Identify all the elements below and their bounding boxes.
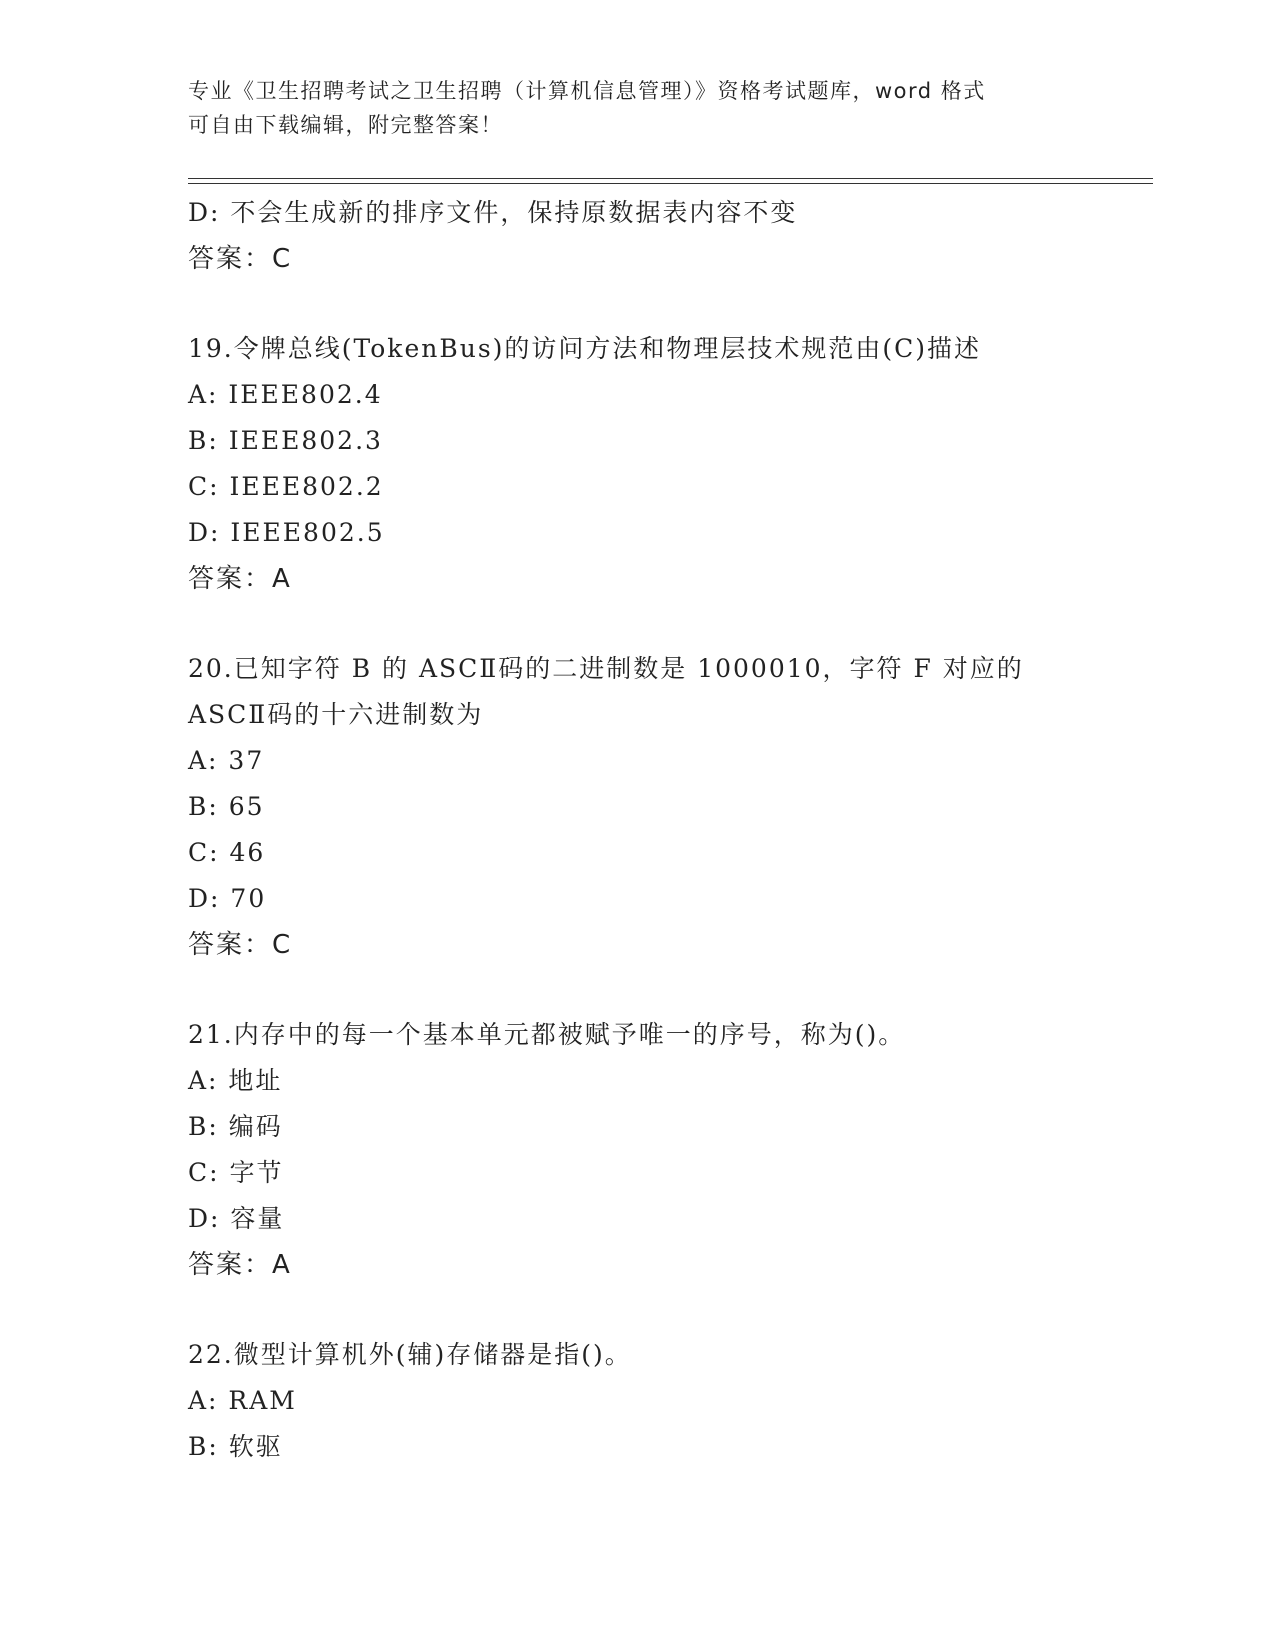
option-b: B: IEEE802.3 [188, 426, 383, 455]
header-divider-top [188, 178, 1153, 179]
option-d: D: 70 [188, 884, 267, 913]
option-a: A: 地址 [188, 1066, 283, 1095]
question-text: 20.已知字符 B 的 ASCⅡ码的二进制数是 1000010，字符 F 对应的 ASCⅡ码的十六进制数为 [188, 654, 1024, 729]
option-a: A: RAM [188, 1386, 297, 1415]
option-d: D: IEEE802.5 [188, 518, 385, 547]
option-c: C: IEEE802.2 [188, 472, 384, 501]
option-a: A: 37 [188, 746, 265, 775]
option-d: D: 容量 [188, 1204, 285, 1233]
question-19 [188, 326, 1148, 602]
option-c: C: 字节 [188, 1158, 284, 1187]
header-line-2: 可自由下载编辑，附完整答案！ [188, 113, 503, 137]
answer-line: 答案：C [188, 930, 293, 960]
question-text: 19.令牌总线(TokenBus)的访问方法和物理层技术规范由(C)描述 [188, 334, 982, 363]
question-21 [188, 1012, 1148, 1288]
option-d: D: 不会生成新的排序文件，保持原数据表内容不变 [188, 198, 798, 227]
document-header [188, 74, 1088, 142]
header-divider-bottom [188, 183, 1153, 184]
option-b: B: 编码 [188, 1112, 283, 1141]
question-text: 22.微型计算机外(辅)存储器是指()。 [188, 1340, 632, 1369]
option-b: B: 65 [188, 792, 265, 821]
header-line-1: 专业《卫生招聘考试之卫生招聘（计算机信息管理）》资格考试题库，word 格式 [188, 79, 986, 103]
answer-line: 答案：A [188, 1250, 292, 1280]
option-a: A: IEEE802.4 [188, 380, 383, 409]
question-22 [188, 1332, 1148, 1470]
option-c: C: 46 [188, 838, 266, 867]
question-text: 21.内存中的每一个基本单元都被赋予唯一的序号，称为()。 [188, 1020, 906, 1049]
option-b: B: 软驱 [188, 1432, 283, 1461]
answer-line: 答案：A [188, 564, 292, 594]
question-list [188, 190, 1148, 1470]
question-20 [188, 646, 1148, 968]
previous-question-tail [188, 190, 1148, 282]
answer-line: 答案：C [188, 244, 293, 274]
